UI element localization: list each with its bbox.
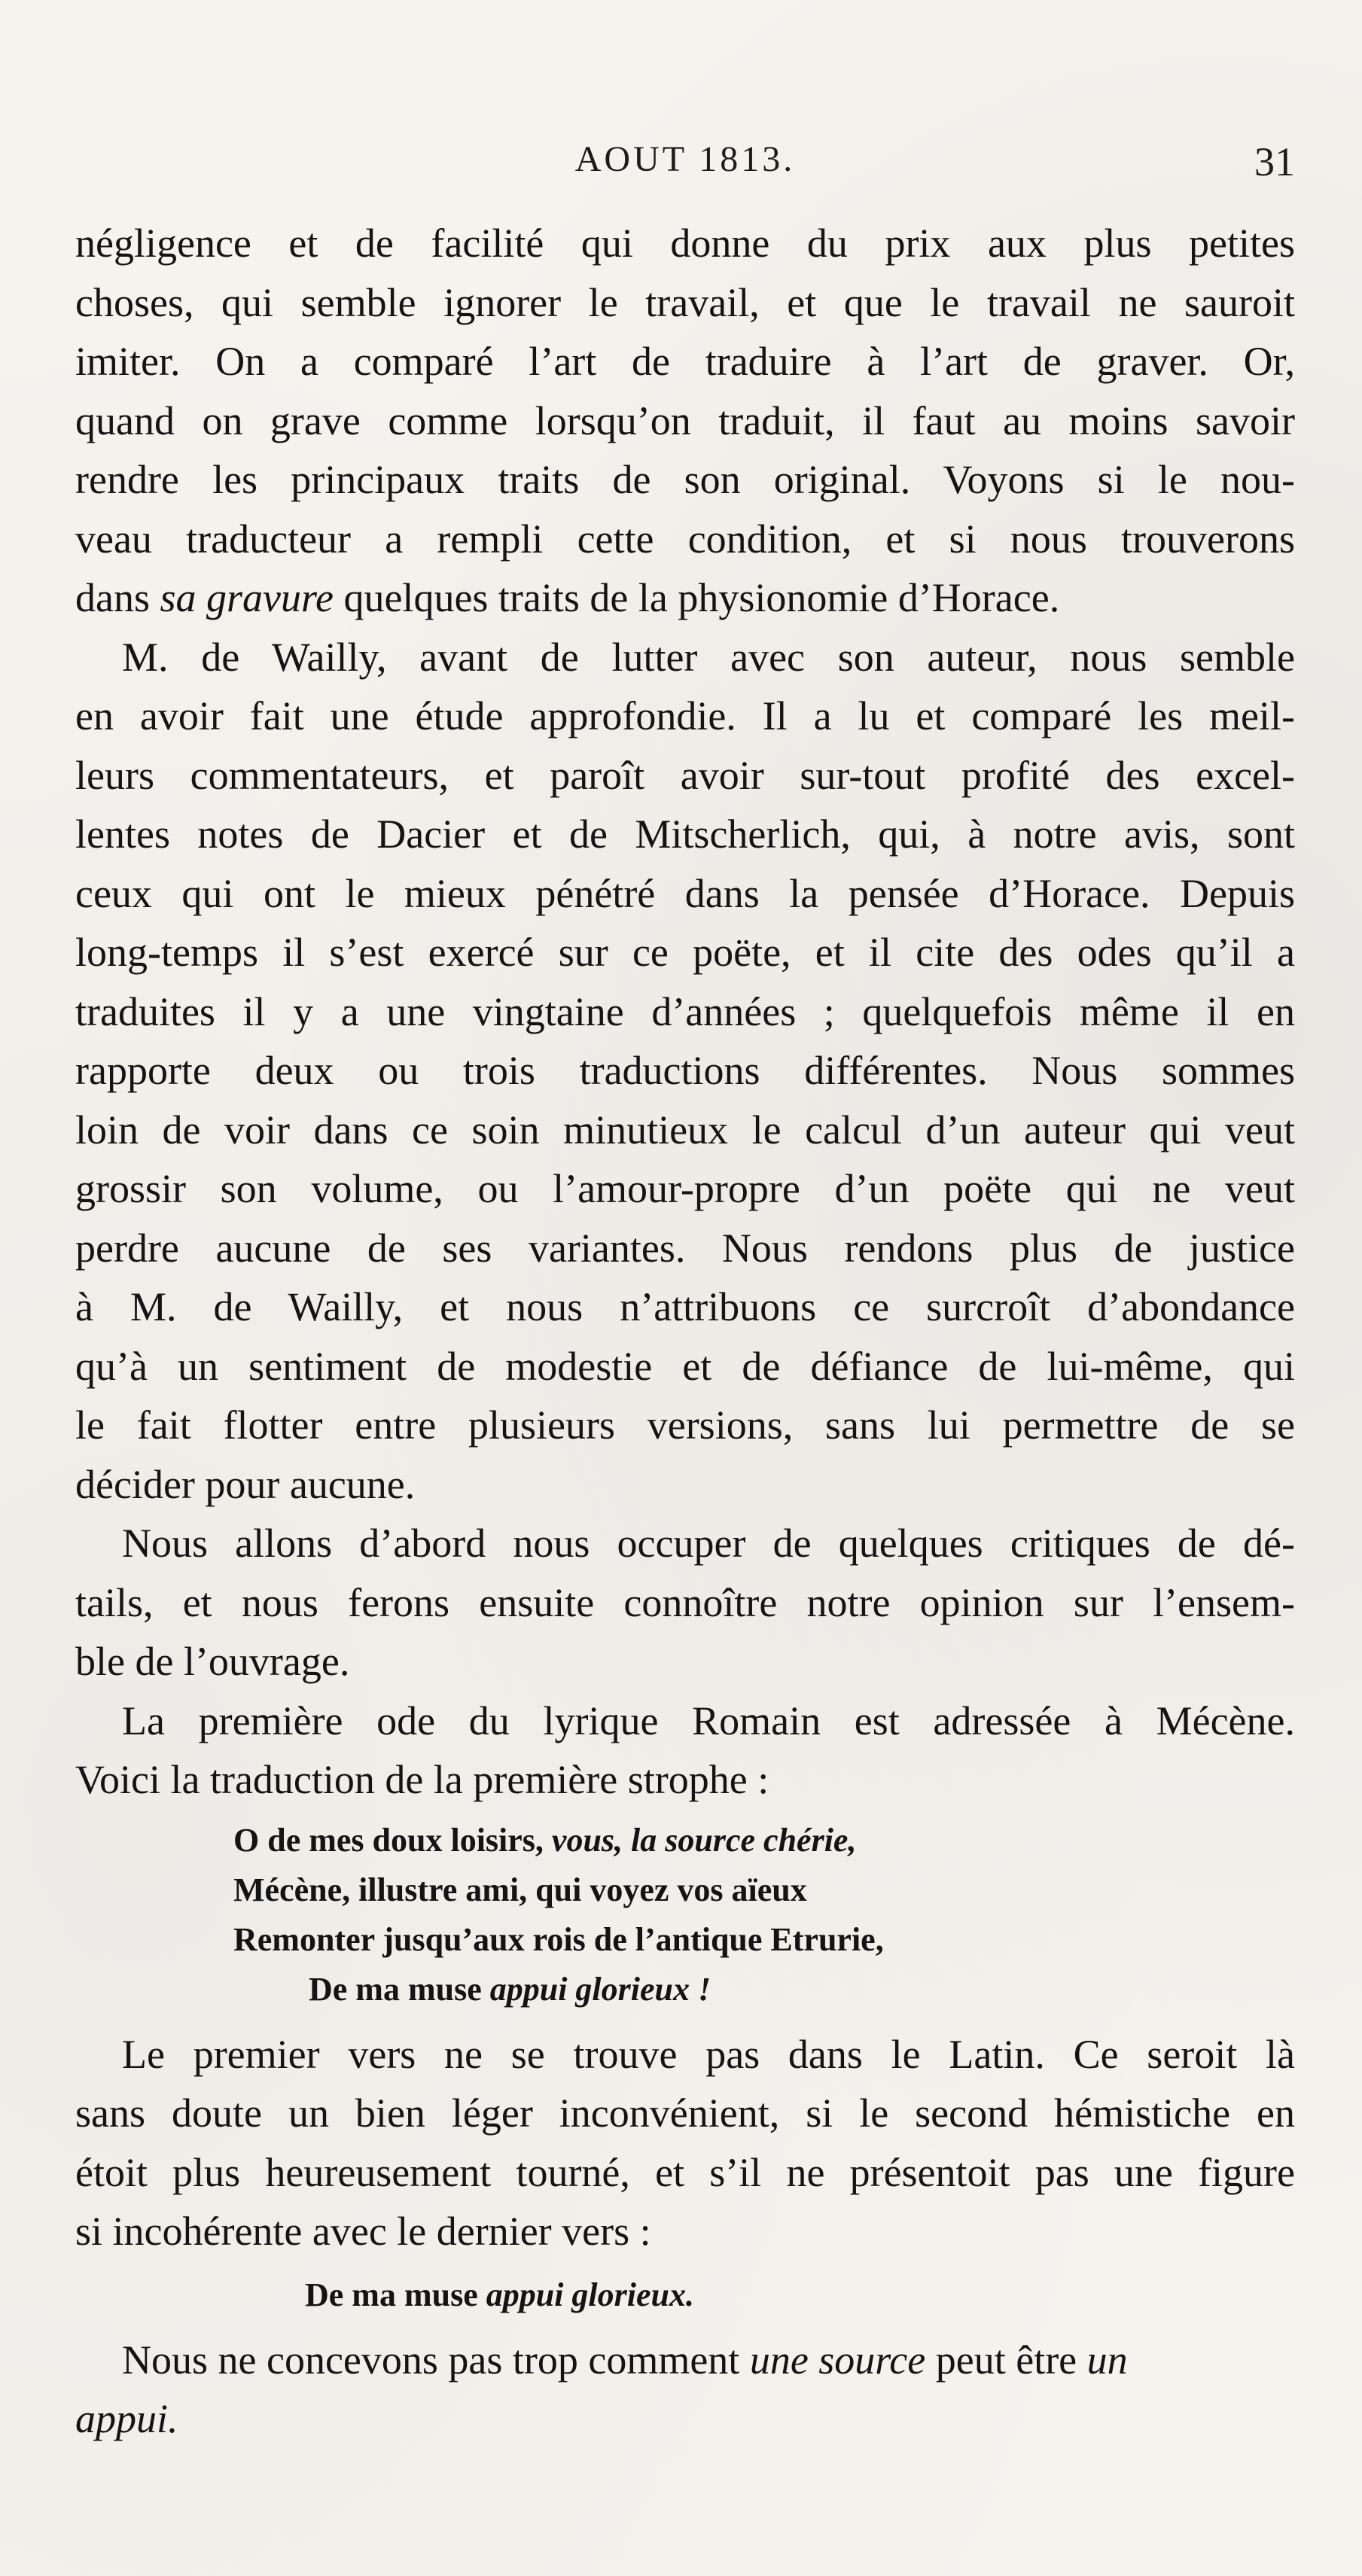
text-line: tails, et nous ferons ensuite connoître notre opinion sur l’ensem- xyxy=(75,1579,1295,1625)
verse-quotation xyxy=(75,1810,1295,2025)
text-line: Nous allons d’abord nous occuper de quelques critiques de dé- xyxy=(122,1521,1295,1566)
text-line: rendre les principaux traits de son original. Voyons si le nou- xyxy=(75,457,1295,502)
text-line: qu’à un sentiment de modestie et de défiance de lui-même, qui xyxy=(75,1343,1295,1389)
text-block xyxy=(75,214,1295,2449)
verse-line: Remonter jusqu’aux rois de l’antique Etrurie, xyxy=(233,1920,884,1958)
text-line: rapporte deux ou trois traductions différentes. Nous sommes xyxy=(75,1048,1295,1093)
verse-line: Mécène, illustre ami, qui voyez vos aïeux xyxy=(233,1871,807,1908)
text-line: négligence et de facilité qui donne du prix aux plus petites xyxy=(75,221,1295,266)
verse-line xyxy=(75,1965,1295,2014)
verse-span: O de mes doux loisirs, xyxy=(233,1821,552,1859)
verse-line xyxy=(75,1816,1295,1865)
text-line: Voici la traduction de la première strophe : xyxy=(75,1757,769,1802)
text-line: si incohérente avec le dernier vers : xyxy=(75,2209,651,2254)
italic-text: appui glorieux ! xyxy=(489,1970,711,2008)
italic-text: une source xyxy=(749,2337,926,2383)
text-span: dans xyxy=(75,575,160,620)
text-line: traduites il y a une vingtaine d’années ; quelquefois même il en xyxy=(75,988,1295,1034)
text-line: étoit plus heureusement tourné, et s’il ne présentoit pas une figure xyxy=(75,2149,1295,2195)
text-line xyxy=(75,2389,1295,2449)
text-line: leurs commentateurs, et paroît avoir sur-tout profité des excel- xyxy=(75,752,1295,798)
italic-text: appui glorieux. xyxy=(486,2276,695,2313)
text-line: ceux qui ont le mieux pénétré dans la pensée d’Horace. Depuis xyxy=(75,870,1295,916)
text-line: ble de l’ouvrage. xyxy=(75,1639,350,1684)
text-line: imiter. On a comparé l’art de traduire à l’art de graver. Or, xyxy=(75,339,1295,384)
text-line xyxy=(75,568,1295,628)
text-line: La première ode du lyrique Romain est adressée à Mécène. xyxy=(122,1698,1295,1743)
italic-text: appui. xyxy=(75,2396,178,2441)
text-line: le fait flotter entre plusieurs versions, sans lui permettre de se xyxy=(75,1402,1295,1448)
paragraph-5 xyxy=(75,2025,1295,2261)
text-line: en avoir fait une étude approfondie. Il a lu et comparé les meil- xyxy=(75,693,1295,738)
italic-text: vous, la source chérie, xyxy=(551,1821,857,1859)
text-line: perdre aucune de ses variantes. Nous rendons plus de justice xyxy=(75,1225,1295,1271)
text-line: veau traducteur a rempli cette condition, et si nous trouverons xyxy=(75,516,1295,562)
text-span: quelques traits de la physionomie d’Horace. xyxy=(333,575,1060,620)
text-line: sans doute un bien léger inconvénient, si le second hémistiche en xyxy=(75,2090,1295,2136)
verse-span: De ma muse xyxy=(305,2276,486,2313)
text-line: quand on grave comme lorsqu’on traduit, il faut au moins savoir xyxy=(75,397,1295,443)
text-line: décider pour aucune. xyxy=(75,1461,416,1507)
paragraph-2 xyxy=(75,628,1295,1515)
text-line: long-temps il s’est exercé sur ce poëte, et il cite des odes qu’il a xyxy=(75,930,1295,975)
paragraph-4 xyxy=(75,1691,1295,1810)
italic-text: sa gravure xyxy=(160,575,334,620)
text-span: peut être xyxy=(925,2337,1087,2383)
text-line: loin de voir dans ce soin minutieux le calcul d’un auteur qui veut xyxy=(75,1107,1295,1153)
text-line: choses, qui semble ignorer le travail, et que le travail ne sauroit xyxy=(75,279,1295,325)
running-title: AOUT 1813. xyxy=(574,139,796,179)
paragraph-3 xyxy=(75,1514,1295,1691)
text-line: M. de Wailly, avant de lutter avec son auteur, nous semble xyxy=(122,634,1295,680)
verse-span: De ma muse xyxy=(309,1970,490,2008)
paragraph-6 xyxy=(75,2331,1295,2449)
text-line xyxy=(75,2331,1295,2390)
text-line: lentes notes de Dacier et de Mitscherlich, qui, à notre avis, sont xyxy=(75,811,1295,857)
text-line: à M. de Wailly, et nous n’attribuons ce surcroît d’abondance xyxy=(75,1284,1295,1329)
quoted-verse xyxy=(75,2261,1295,2331)
running-head xyxy=(75,139,1295,199)
italic-text: un xyxy=(1086,2337,1128,2383)
text-line: Le premier vers ne se trouve pas dans le Latin. Ce seroit là xyxy=(122,2031,1295,2077)
paragraph-1 xyxy=(75,214,1295,628)
page-number: 31 xyxy=(1254,139,1295,184)
text-line: grossir son volume, ou l’amour-propre d’un poëte qui ne veut xyxy=(75,1166,1295,1211)
text-span: Nous ne concevons pas trop comment xyxy=(122,2337,750,2383)
